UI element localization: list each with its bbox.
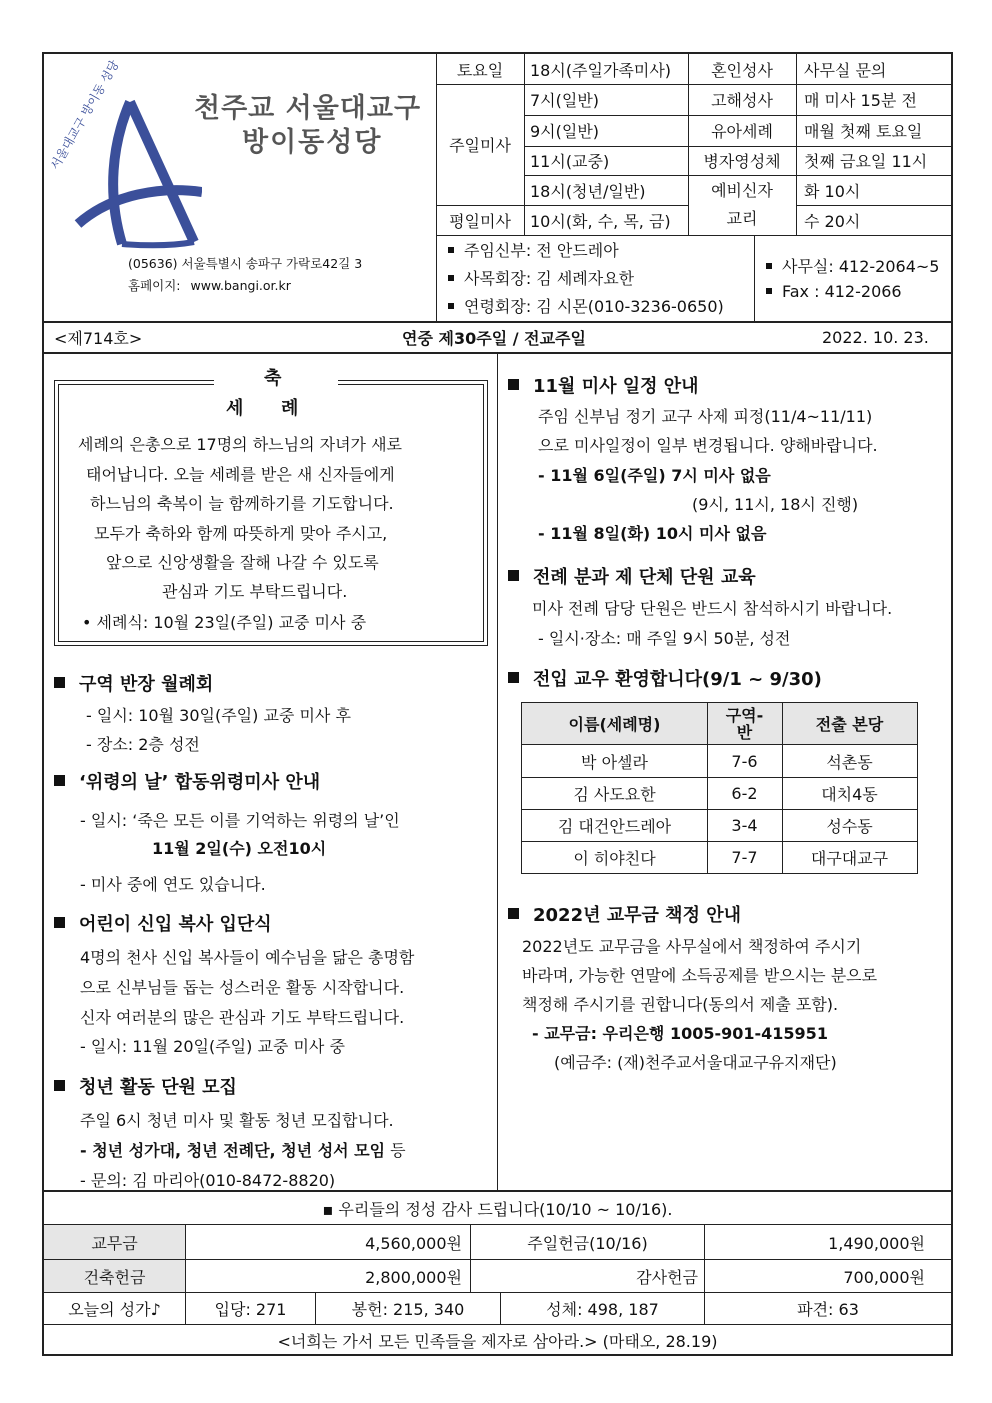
sunday-mass-3: 11시(교중) [530, 152, 610, 171]
weekday-mass: 10시(화, 수, 목, 금) [530, 211, 671, 231]
district-meeting-place: - 장소: 2층 성전 [86, 735, 200, 754]
bulletin-page [42, 52, 953, 1356]
table-cell: 3-4 [731, 816, 758, 835]
table-cell: 7-7 [731, 848, 758, 867]
november-line-5: - 11월 8일(화) 10시 미사 없음 [538, 524, 767, 543]
altar-server-line-3: 신자 여러분의 많은 관심과 기도 부탁드립니다. [80, 1008, 405, 1027]
sunday-label: 주일미사 [449, 136, 511, 155]
org-title-2: 방이동성당 [242, 127, 383, 158]
fax-number: Fax : 412-2066 [766, 282, 902, 301]
table-cell: 대치4동 [821, 785, 878, 804]
marriage-value: 사무실 문의 [804, 60, 887, 80]
weekday-label: 평일미사 [449, 211, 511, 231]
bible-verse: <너희는 가서 모든 민족들을 제자로 삼아라.> (마태오, 28.19) [277, 1332, 718, 1351]
catechumen-value-2: 수 20시 [804, 211, 861, 231]
baptism-title-2: 세 례 [226, 398, 299, 419]
altar-server-line-4: - 일시: 11월 20일(주일) 교중 미사 중 [80, 1037, 345, 1056]
table-cell: 대구대교구 [810, 849, 889, 868]
hymn-entrance: 입당: 271 [214, 1300, 287, 1319]
offering-building-value: 2,800,000원 [365, 1267, 462, 1287]
newcomers-table [521, 702, 918, 874]
section-newcomers: 전입 교우 환영합니다(9/1 ~ 9/30) [508, 665, 822, 691]
offering-building-label: 건축헌금 [44, 1260, 185, 1292]
november-line-4: (9시, 11시, 18시 진행) [692, 495, 859, 514]
november-line-3: - 11월 6일(주일) 7시 미사 없음 [538, 466, 771, 485]
section-liturgy-training: 전례 분과 제 단체 단원 교육 [508, 563, 756, 589]
catechumen-label-1: 예비신자 [711, 181, 773, 200]
homepage-link[interactable]: www.bangi.or.kr [190, 278, 291, 293]
baptism-note: • 세례식: 10월 23일(주일) 교중 미사 중 [82, 613, 367, 632]
bullet-icon [448, 275, 454, 281]
offering-thanks-value: 700,000원 [843, 1267, 925, 1287]
offering-sunday-value: 1,490,000원 [828, 1233, 925, 1253]
catechumen-label-2: 교리 [726, 209, 758, 228]
square-bullet-icon [54, 917, 65, 928]
parish-logo [52, 74, 202, 254]
baptism-line-2: 태어납니다. 오늘 세례를 받은 새 신자들에게 [86, 465, 395, 484]
baptism-line-5: 앞으로 신앙생활을 잘해 나갈 수 있도록 [106, 553, 379, 572]
bullet-icon [766, 263, 772, 269]
square-bullet-icon [508, 908, 519, 919]
offering-dues-value: 4,560,000원 [365, 1233, 462, 1253]
dues-line-5: (예금주: (재)천주교서울대교구유지재단) [554, 1053, 837, 1072]
logo-arc-text: 서울대교구 방이동 성당 [47, 57, 122, 172]
logo-mark-icon [52, 74, 202, 254]
altar-server-line-1: 4명의 천사 신입 복사들이 예수님을 닮은 총명함 [80, 948, 415, 967]
square-bullet-icon [54, 775, 65, 786]
square-bullet-icon [54, 677, 65, 688]
youth-line-3: - 문의: 김 마리아(010-8472-8820) [80, 1171, 336, 1190]
newcomers-header-district: 구역-반 [725, 705, 764, 742]
sunday-mass-2: 9시(일반) [530, 122, 600, 141]
newcomers-header-parish: 전출 본당 [815, 715, 884, 734]
saturday-label: 토요일 [456, 60, 504, 80]
section-district-meeting: 구역 반장 월례회 [54, 670, 213, 696]
table-cell: 김 사도요한 [573, 785, 656, 804]
catechumen-label [688, 175, 796, 235]
youth-line-1: 주일 6시 청년 미사 및 활동 청년 모집합니다. [80, 1111, 394, 1130]
hymn-communion: 성체: 498, 187 [546, 1300, 659, 1319]
altar-server-line-2: 으로 신부님들 돕는 성스러운 활동 시작합니다. [80, 978, 405, 997]
table-cell: 성수동 [826, 817, 873, 836]
table-cell: 박 아셀라 [581, 752, 648, 772]
square-bullet-icon [508, 672, 519, 683]
issue-number: <제714호> [54, 329, 143, 348]
homepage-row [128, 276, 291, 294]
pastor: 주임신부: 전 안드레아 [448, 238, 619, 261]
issue-date: 2022. 10. 23. [822, 328, 929, 347]
table-cell: 이 히야친다 [573, 849, 656, 868]
homepage-label: 홈페이지: [128, 278, 181, 293]
council-president: 사목회장: 김 세례자요한 [448, 266, 634, 289]
square-bullet-icon [54, 1080, 65, 1091]
hymn-label: 오늘의 성가♪ [68, 1300, 161, 1319]
dues-line-3: 책정해 주시기를 권합니다(동의서 제출 포함). [522, 995, 839, 1014]
offering-sunday-label: 주일헌금(10/16) [527, 1233, 648, 1253]
confession-value: 매 미사 15분 전 [804, 91, 917, 110]
bullet-icon [448, 303, 454, 309]
bullet-icon [766, 288, 772, 294]
liturgy-line-2: - 일시·장소: 매 주일 9시 50분, 성전 [538, 629, 791, 648]
baptism-line-3: 하느님의 축복이 늘 함께하기를 기도합니다. [90, 494, 394, 513]
catechumen-value-1: 화 10시 [804, 181, 861, 201]
liturgy-line-1: 미사 전례 담당 단원은 반드시 참석하시기 바랍니다. [532, 599, 893, 618]
november-line-1: 주임 신부님 정기 교구 사제 피정(11/4~11/11) [538, 407, 873, 426]
square-bullet-icon [508, 379, 519, 390]
offering-thanks-label: 감사헌금 [636, 1267, 698, 1287]
issue-title: 연중 제30주일 / 전교주일 [402, 329, 586, 348]
newcomers-header-name: 이름(세례명) [568, 715, 661, 734]
sick-communion-value: 첫째 금요일 11시 [804, 152, 928, 171]
baptism-line-6: 관심과 기도 부탁드립니다. [162, 582, 348, 601]
senior-council: 연령회장: 김 시몬(010-3236-0650) [448, 294, 724, 317]
section-altar-server: 어린이 신입 복사 입단식 [54, 910, 272, 936]
saturday-mass: 18시(주일가족미사) [530, 60, 672, 80]
section-youth-recruit: 청년 활동 단원 모집 [54, 1073, 237, 1099]
office-phone: 사무실: 412-2064~5 [766, 254, 939, 277]
section-dues: 2022년 교무금 책정 안내 [508, 901, 741, 927]
section-all-souls-mass: ‘위령의 날’ 합동위령미사 안내 [54, 768, 320, 794]
district-meeting-date: - 일시: 10월 30일(주일) 교중 미사 후 [86, 706, 351, 725]
infant-baptism-label: 유아세례 [711, 122, 773, 141]
section-november-mass: 11월 미사 일정 안내 [508, 372, 699, 398]
youth-line-2: - 청년 성가대, 청년 전례단, 청년 성서 모임 등 [80, 1141, 406, 1160]
org-title-1: 천주교 서울대교구 [194, 93, 422, 124]
table-cell: 김 대건안드레아 [557, 817, 672, 836]
dues-line-2: 바라며, 가능한 연말에 소득공제를 받으시는 분으로 [522, 966, 878, 985]
offering-title: ▪ 우리들의 정성 감사 드립니다(10/10 ~ 10/16). [322, 1199, 673, 1219]
marriage-label: 혼인성사 [711, 60, 773, 80]
address: (05636) 서울특별시 송파구 가락로42길 3 [128, 256, 363, 271]
sunday-mass-4: 18시(청년/일반) [530, 181, 646, 201]
baptism-title-1: 축 [264, 368, 282, 389]
table-cell: 석촌동 [826, 752, 873, 772]
bullet-icon [448, 247, 454, 253]
november-line-2: 으로 미사일정이 일부 변경됩니다. 양해바랍니다. [538, 436, 878, 455]
dues-line-1: 2022년도 교무금을 사무실에서 책정하여 주시기 [522, 937, 862, 956]
table-cell: 6-2 [731, 784, 758, 803]
table-cell: 7-6 [731, 751, 758, 771]
confession-label: 고해성사 [711, 91, 773, 110]
baptism-line-1: 세례의 은총으로 17명의 하느님의 자녀가 새로 [78, 435, 402, 454]
baptism-line-4: 모두가 축하와 함께 따뜻하게 맞아 주시고, [94, 524, 388, 543]
hymn-offertory: 봉헌: 215, 340 [351, 1300, 465, 1319]
offering-dues-label: 교무금 [44, 1225, 185, 1259]
dues-line-4: - 교무금: 우리은행 1005-901-415951 [532, 1024, 828, 1043]
hymn-dismissal: 파견: 63 [797, 1300, 859, 1319]
all-souls-line-1: - 일시: ‘죽은 모든 이를 기억하는 위령의 날’인 [80, 811, 400, 830]
infant-baptism-value: 매월 첫째 토요일 [804, 122, 923, 141]
all-souls-line-2: 11월 2일(수) 오전10시 [152, 839, 327, 858]
sick-communion-label: 병자영성체 [703, 152, 781, 171]
square-bullet-icon [508, 570, 519, 581]
all-souls-line-3: - 미사 중에 연도 있습니다. [80, 875, 266, 894]
sunday-mass-1: 7시(일반) [530, 91, 600, 110]
